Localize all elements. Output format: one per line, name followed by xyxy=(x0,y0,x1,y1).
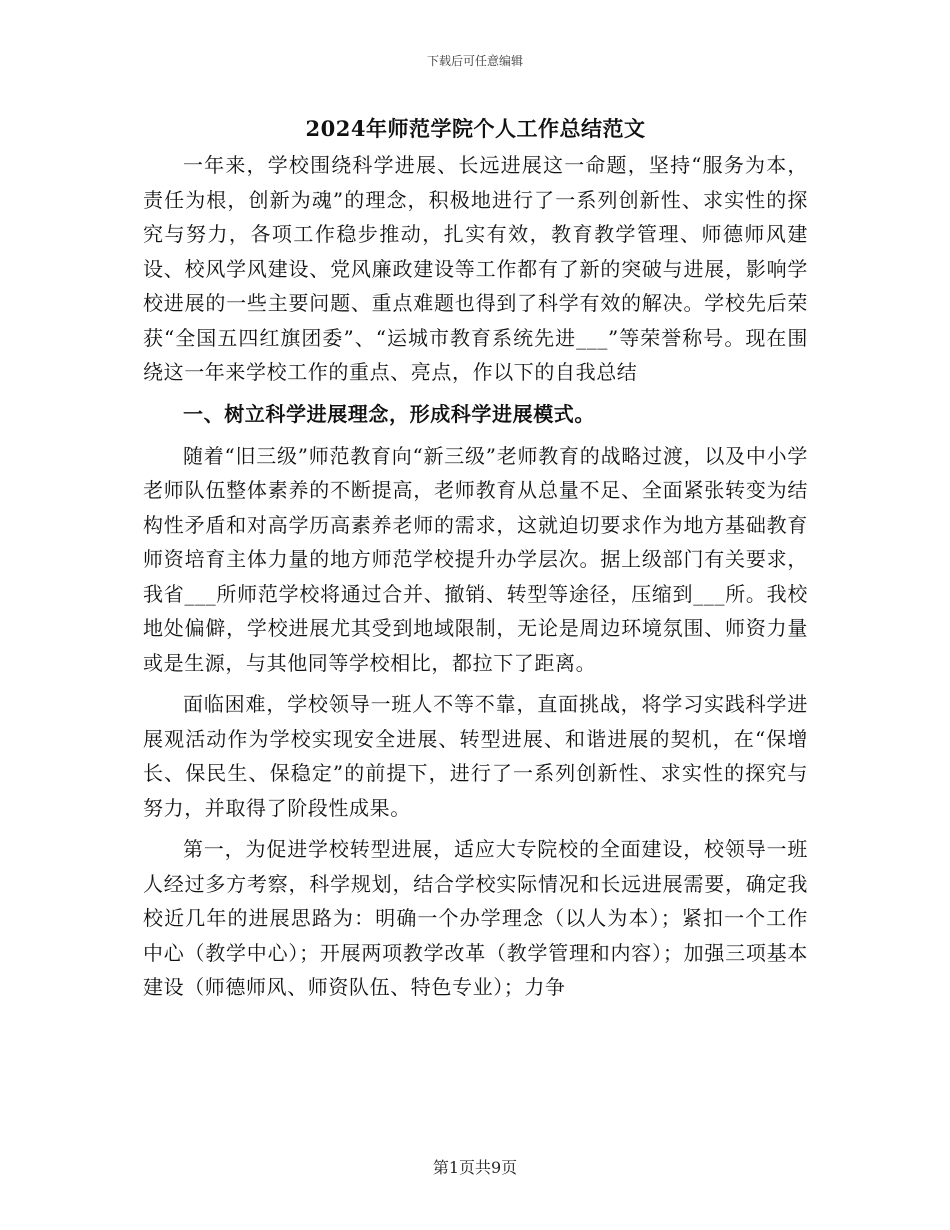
intro-paragraph: 一年来，学校围绕科学进展、长远进展这一命题，坚持“服务为本，责任为根，创新为魂”的理念，积极地进行了一系列创新性、求实性的探究与努力，各项工作稳步推动，扎实有效，教育教学管理、师德师风建设、校风学风建设、党风廉政建设等工作都有了新的突破与进展，影响学校进展的一些主要问题、重点难题也得到了科学有效的解决。学校先后荣获“全国五四红旗团委”、“运城市教育系统先进___”等荣誉称号。现在围绕这一年来学校工作的重点、亮点，作以下的自我总结 xyxy=(143,153,808,384)
page-header-note: 下载后可任意编辑 xyxy=(426,54,523,68)
section-heading-1: 一、树立科学进展理念，形成科学进展模式。 xyxy=(183,401,595,426)
section1-paragraph-1: 随着“旧三级”师范教育向“新三级”老师教育的战略过渡，以及中小学老师队伍整体素养的不断提高，老师教育从总量不足、全面紧张转变为结构性矛盾和对高学历高素养老师的需求，这就迫切要求作为地方基础教育师资培育主体力量的地方师范学校提升办学层次。据上级部门有关要求，我省___所师范学校将通过合并、撤销、转型等途径，压缩到___所。我校地处偏僻，学校进展尤其受到地域限制，无论是周边环境氛围、师资力量或是生源，与其他同等学校相比，都拉下了距离。 xyxy=(143,443,808,675)
section1-paragraph-3: 第一，为促进学校转型进展，适应大专院校的全面建设，校领导一班人经过多方考察，科学规划，结合学校实际情况和长远进展需要，确定我校近几年的进展思路为：明确一个办学理念（以人为本）；紧扣一个工作中心（教学中心）；开展两项教学改革（教学管理和内容）；加强三项基本建设（师德师风、师资队伍、特色专业）；力争 xyxy=(143,837,808,999)
document-title: 2024年师范学院个人工作总结范文 xyxy=(305,116,646,141)
page-number-footer: 第1页共9页 xyxy=(432,1158,518,1177)
document-body xyxy=(143,112,808,1012)
section1-paragraph-2: 面临困难，学校领导一班人不等不靠，直面挑战，将学习实践科学进展观活动作为学校实现安全进展、转型进展、和谐进展的契机，在“保增长、保民生、保稳定”的前提下，进行了一系列创新性、求实性的探究与努力，并取得了阶段性成果。 xyxy=(143,692,808,820)
